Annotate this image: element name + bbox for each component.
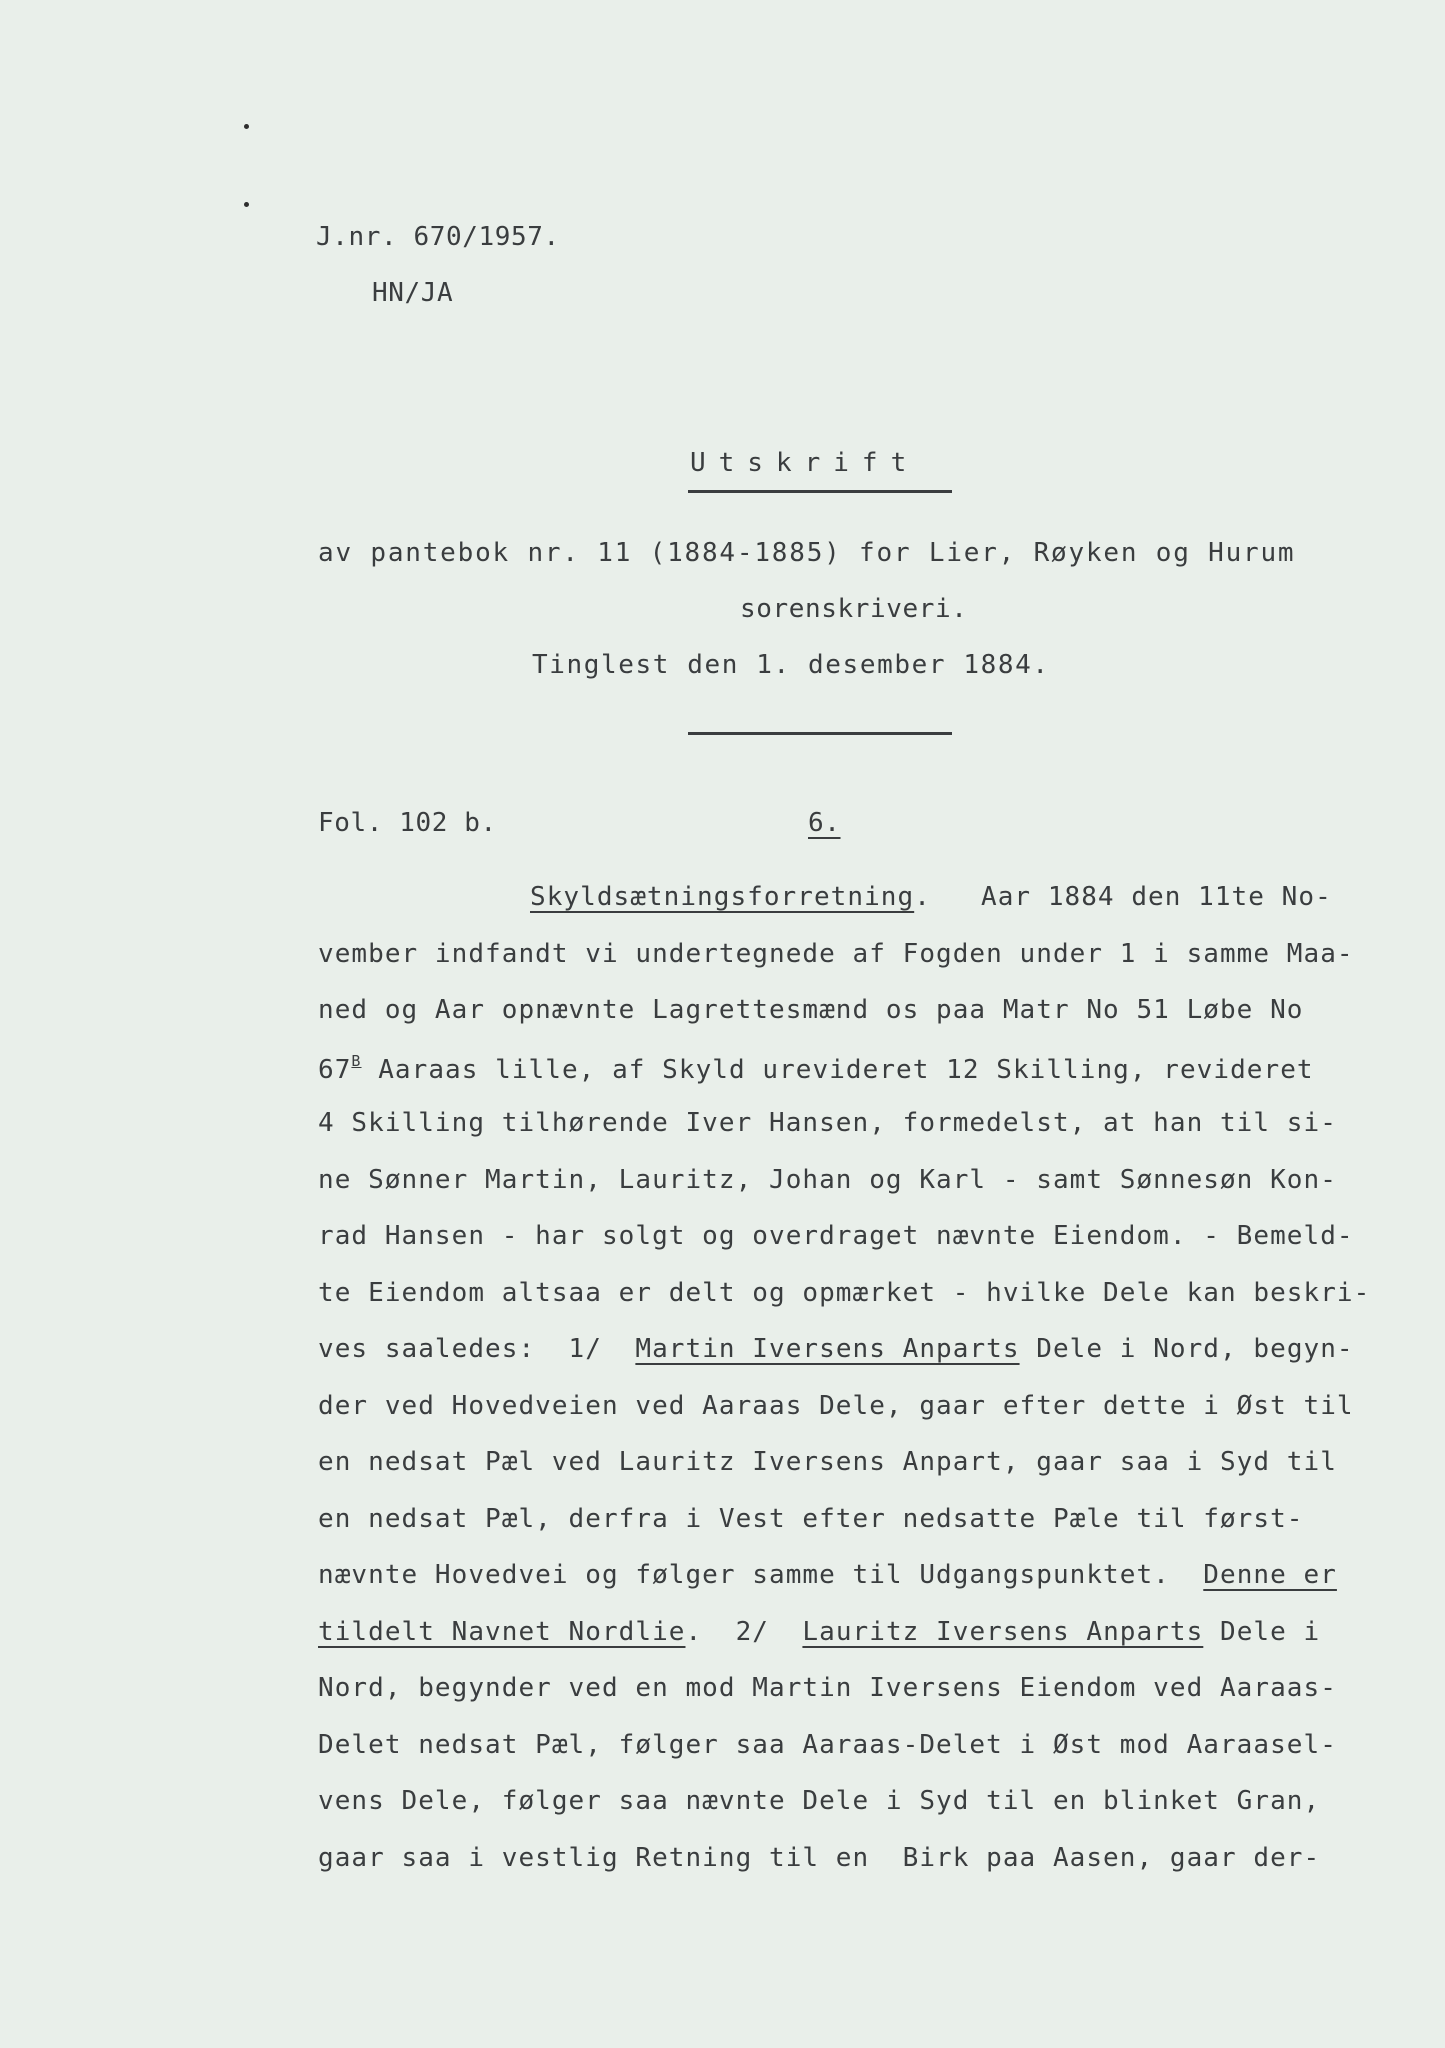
- subtitle-line-3: Tinglest den 1. desember 1884.: [532, 650, 1050, 680]
- body-text-line: [318, 1503, 1304, 1534]
- text-segment: . Aar 1884 den 11te No-: [914, 882, 1332, 912]
- superscript: B: [351, 1051, 362, 1070]
- underlined-text: Denne er: [1203, 1560, 1337, 1590]
- text-segment: en nedsat Pæl, derfra i Vest efter nedsatte Pæle til først-: [318, 1503, 1304, 1534]
- body-text-line: [318, 1051, 1314, 1085]
- body-text-line: [318, 1336, 1354, 1362]
- body-text-line: [318, 1729, 1337, 1760]
- journal-number: J.nr. 670/1957.: [316, 222, 560, 252]
- body-text-line: [318, 1788, 1320, 1814]
- underlined-text: Skyldsætningsforretning: [530, 882, 915, 912]
- text-segment: gaar saa i vestlig Retning til en Birk paa Aasen, gaar der-: [318, 1842, 1321, 1873]
- text-segment: Dele i: [1203, 1616, 1321, 1647]
- subtitle-line-1: av pantebok nr. 11 (1884-1885) for Lier, Røyken og Hurum: [318, 538, 1296, 568]
- underlined-text: Martin Iversens Anparts: [635, 1334, 1020, 1364]
- text-segment: rad Hansen - har solgt og overdraget nævnte Eiendom. - Bemeld-: [318, 1221, 1354, 1251]
- text-segment: vember indfandt vi undertegnede af Fogden under 1 i samme Maa-: [318, 938, 1354, 969]
- heading-underline: [688, 490, 952, 493]
- entry-number: 6.: [808, 808, 841, 838]
- text-segment: Dele i Nord, begyn-: [1019, 1334, 1354, 1364]
- body-text-line: [318, 1164, 1337, 1195]
- text-segment: 4 Skilling tilhørende Iver Hansen, formedelst, at han til si-: [318, 1108, 1337, 1138]
- body-text-line: [318, 1110, 1337, 1136]
- body-text-line: [318, 938, 1354, 969]
- text-segment: Delet nedsat Pæl, følger saa Aaraas-Delet i Øst mod Aaraasel-: [318, 1729, 1337, 1760]
- body-text-line: [318, 1277, 1371, 1308]
- body-text-line: [318, 1562, 1337, 1588]
- punch-dot: [244, 202, 249, 207]
- underlined-text: Lauritz Iversens Anparts: [802, 1616, 1204, 1647]
- body-text-line: [318, 1616, 1321, 1647]
- body-text-line: [318, 997, 1304, 1023]
- text-segment: ned og Aar opnævnte Lagrettesmænd os paa Matr No 51 Løbe No: [318, 995, 1304, 1025]
- body-text-line: [530, 884, 1332, 910]
- text-segment: Nord, begynder ved en mod Martin Iversens Eiendom ved Aaraas-: [318, 1673, 1337, 1703]
- text-segment: te Eiendom altsaa er delt og opmærket - hvilke Dele kan beskri-: [318, 1277, 1371, 1308]
- body-text-line: [318, 1223, 1354, 1249]
- text-segment: . 2/: [685, 1616, 803, 1647]
- initials: HN/JA: [372, 278, 454, 308]
- document-heading: Utskrift: [690, 448, 920, 478]
- body-text-line: [318, 1390, 1354, 1421]
- text-segment: ne Sønner Martin, Lauritz, Johan og Karl - samt Sønnesøn Kon-: [318, 1164, 1337, 1195]
- text-segment: en nedsat Pæl ved Lauritz Iversens Anpart, gaar saa i Syd til: [318, 1447, 1337, 1477]
- body-text-line: [318, 1449, 1337, 1475]
- text-segment: 67: [318, 1054, 352, 1085]
- section-divider: [688, 732, 952, 735]
- text-segment: ves saaledes: 1/: [318, 1334, 636, 1364]
- body-text-line: [318, 1842, 1321, 1873]
- text-segment: vens Dele, følger saa nævnte Dele i Syd til en blinket Gran,: [318, 1786, 1321, 1816]
- punch-dot: [244, 124, 249, 129]
- text-segment: nævnte Hovedvei og følger samme til Udgangspunktet.: [318, 1560, 1204, 1590]
- text-segment: Aaraas lille, af Skyld urevideret 12 Skilling, revideret: [361, 1054, 1314, 1085]
- subtitle-line-2: sorenskriveri.: [740, 594, 968, 624]
- folio-reference: Fol. 102 b.: [318, 808, 497, 838]
- text-segment: der ved Hovedveien ved Aaraas Dele, gaar efter dette i Øst til: [318, 1390, 1354, 1421]
- body-text-line: [318, 1675, 1337, 1701]
- underlined-text: tildelt Navnet Nordlie: [318, 1616, 686, 1647]
